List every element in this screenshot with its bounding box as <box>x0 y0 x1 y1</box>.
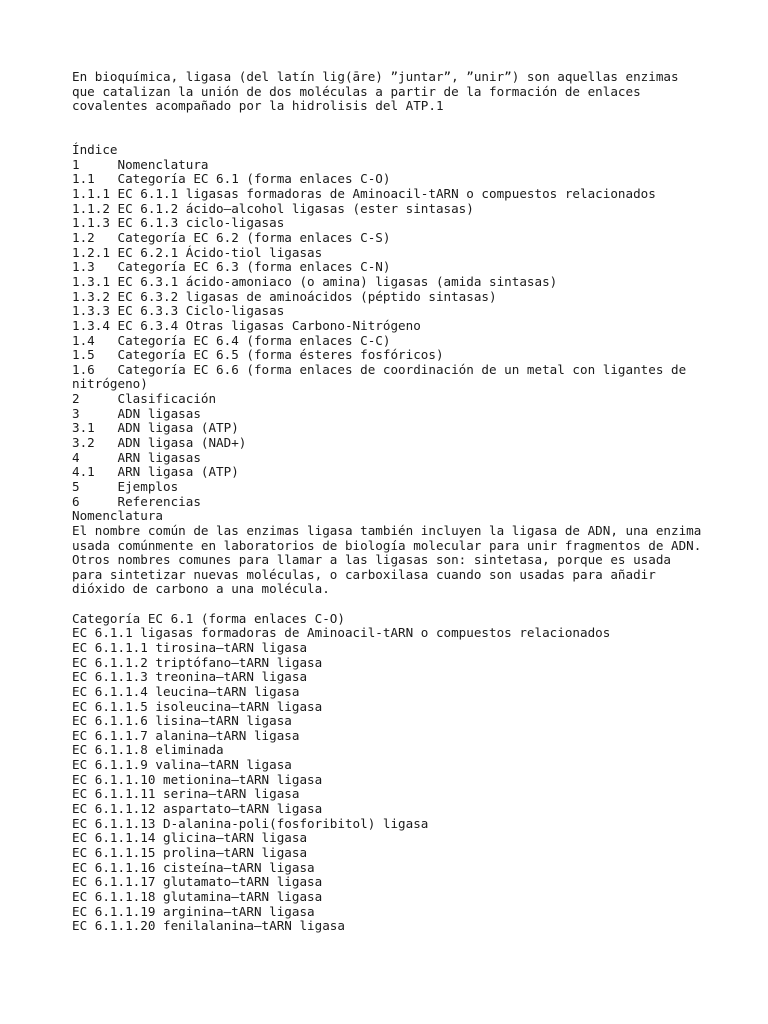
intro-line: En bioquímica, ligasa (del latín lig(āre) ”juntar”, ”unir”) son aquellas enzimas <box>72 69 679 84</box>
enzyme-list-item: EC 6.1.1.6 lisina—tARN ligasa <box>72 713 292 729</box>
document-body <box>72 70 712 934</box>
section-heading: Categoría EC 6.1 (forma enlaces C-O) <box>72 610 345 626</box>
toc-entry: 3.1 ADN ligasa (ATP) <box>72 420 239 436</box>
toc-entry: 1.6 Categoría EC 6.6 (forma enlaces de coordinación de un metal con ligantes de <box>72 361 687 377</box>
enzyme-list-item: EC 6.1.1.15 prolina—tARN ligasa <box>72 844 308 860</box>
section-heading: Nomenclatura <box>72 508 163 524</box>
toc-entry: 4 ARN ligasas <box>72 449 201 465</box>
toc-entry: 2 Clasificación <box>72 391 217 407</box>
toc-entry: 5 Ejemplos <box>72 478 179 494</box>
nomenclature-section <box>72 509 712 597</box>
enzyme-list-item: EC 6.1.1.8 eliminada <box>72 742 224 758</box>
category-section <box>72 612 712 934</box>
enzyme-list-item: EC 6.1.1.12 aspartato—tARN ligasa <box>72 801 323 817</box>
enzyme-list-item: EC 6.1.1.16 cisteína—tARN ligasa <box>72 859 315 875</box>
blank-line <box>72 597 712 612</box>
paragraph-line: El nombre común de las enzimas ligasa también incluyen la ligasa de ADN, una enzima <box>72 522 702 538</box>
toc-entry: 1.2 Categoría EC 6.2 (forma enlaces C-S) <box>72 230 391 246</box>
enzyme-list-item: EC 6.1.1.19 arginina—tARN ligasa <box>72 903 315 919</box>
enzyme-list-item: EC 6.1.1.20 fenilalanina—tARN ligasa <box>72 918 345 934</box>
enzyme-list-item: EC 6.1.1.4 leucina—tARN ligasa <box>72 683 300 699</box>
enzyme-list-item: EC 6.1.1.7 alanina—tARN ligasa <box>72 727 300 743</box>
toc-entry: 3 ADN ligasas <box>72 405 201 421</box>
toc-entry: 1.1.1 EC 6.1.1 ligasas formadoras de Aminoacil-tARN o compuestos relacionados <box>72 186 656 202</box>
enzyme-list-item: EC 6.1.1.11 serina—tARN ligasa <box>72 786 300 802</box>
enzyme-list-item: EC 6.1.1.14 glicina—tARN ligasa <box>72 830 308 846</box>
enzyme-list-item: EC 6.1.1.9 valina—tARN ligasa <box>72 757 292 773</box>
intro-line: que catalizan la unión de dos moléculas a partir de la formación de enlaces <box>72 83 641 99</box>
toc-entry: nitrógeno) <box>72 376 148 392</box>
enzyme-list-item: EC 6.1.1.13 D-alanina-poli(fosforibitol) ligasa <box>72 815 429 831</box>
enzyme-list-item: EC 6.1.1.18 glutamina—tARN ligasa <box>72 888 323 904</box>
toc-entry: 1.3 Categoría EC 6.3 (forma enlaces C-N) <box>72 259 391 275</box>
toc-entry: 1 Nomenclatura <box>72 156 209 172</box>
toc-entry: 1.3.3 EC 6.3.3 Ciclo-ligasas <box>72 303 285 319</box>
toc-entry: 1.3.4 EC 6.3.4 Otras ligasas Carbono-Nitrógeno <box>72 317 421 333</box>
intro-paragraph <box>72 70 712 114</box>
toc-entry: 1.1.2 EC 6.1.2 ácido—alcohol ligasas (ester sintasas) <box>72 200 474 216</box>
toc-heading: Índice <box>72 142 118 158</box>
toc-entry: 1.1 Categoría EC 6.1 (forma enlaces C-O) <box>72 171 391 187</box>
toc-entry: 1.1.3 EC 6.1.3 ciclo-ligasas <box>72 215 285 231</box>
toc-entry: 4.1 ARN ligasa (ATP) <box>72 464 239 480</box>
toc-entry: 1.3.2 EC 6.3.2 ligasas de aminoácidos (péptido sintasas) <box>72 288 497 304</box>
enzyme-list-item: EC 6.1.1.1 tirosina—tARN ligasa <box>72 639 308 655</box>
toc-entry: 3.2 ADN ligasa (NAD+) <box>72 435 247 451</box>
toc-entry: 1.5 Categoría EC 6.5 (forma ésteres fosfóricos) <box>72 347 444 363</box>
toc-entry: 6 Referencias <box>72 493 201 509</box>
toc-entry: 1.2.1 EC 6.2.1 Ácido-tiol ligasas <box>72 244 323 260</box>
paragraph-line: dióxido de carbono a una molécula. <box>72 581 330 597</box>
enzyme-list-item: EC 6.1.1.2 triptófano—tARN ligasa <box>72 654 323 670</box>
paragraph-line: Otros nombres comunes para llamar a las ligasas son: sintetasa, porque es usada <box>72 552 671 568</box>
paragraph-line: para sintetizar nuevas moléculas, o carboxilasa cuando son usadas para añadir <box>72 566 656 582</box>
toc-entry: 1.4 Categoría EC 6.4 (forma enlaces C-C) <box>72 332 391 348</box>
enzyme-list-item: EC 6.1.1.10 metionina—tARN ligasa <box>72 771 323 787</box>
blank-line <box>72 114 712 129</box>
subsection-heading: EC 6.1.1 ligasas formadoras de Aminoacil-tARN o compuestos relacionados <box>72 625 611 641</box>
intro-line: covalentes acompañado por la hidrolisis del ATP.1 <box>72 98 444 114</box>
table-of-contents <box>72 143 712 509</box>
paragraph-line: usada comúnmente en laboratorios de biología molecular para unir fragmentos de ADN. <box>72 537 702 553</box>
enzyme-list-item: EC 6.1.1.17 glutamato—tARN ligasa <box>72 874 323 890</box>
enzyme-list-item: EC 6.1.1.5 isoleucina—tARN ligasa <box>72 698 323 714</box>
blank-line <box>72 129 712 144</box>
toc-entry: 1.3.1 EC 6.3.1 ácido-amoniaco (o amina) ligasas (amida sintasas) <box>72 273 558 289</box>
enzyme-list-item: EC 6.1.1.3 treonina—tARN ligasa <box>72 669 308 685</box>
